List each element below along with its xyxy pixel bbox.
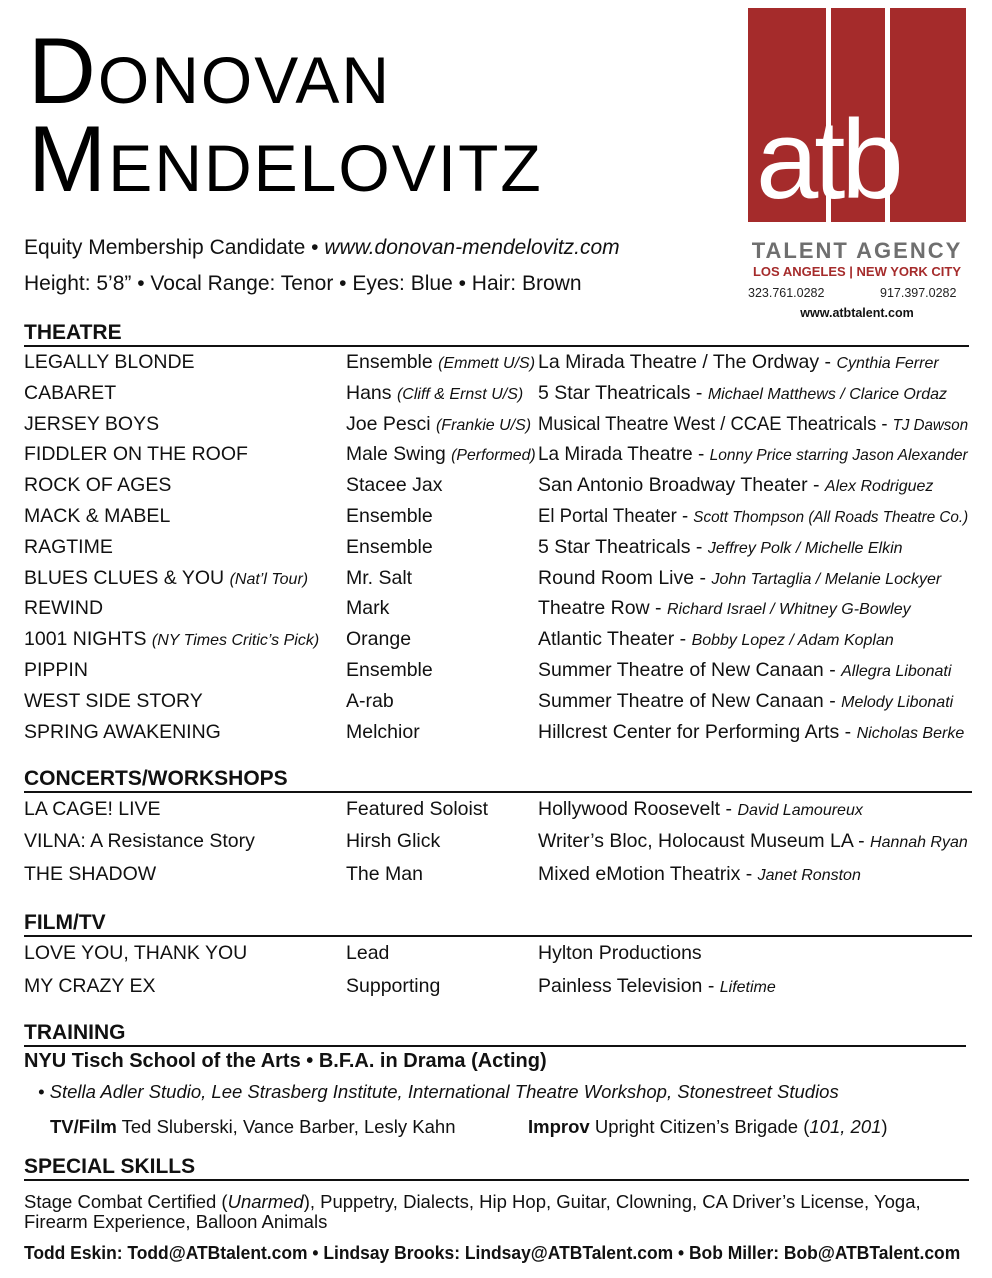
credit-venue-text: Theatre Row xyxy=(538,597,650,620)
credit-role-text: The Man xyxy=(346,862,423,885)
improv-label: Improv xyxy=(528,1116,590,1137)
credit-role-text: Mr. Salt xyxy=(346,566,413,589)
credit-venue: Theatre Row - Richard Israel / Whitney G-Bowley xyxy=(538,597,911,620)
credit-role xyxy=(346,567,412,590)
actor-first-name: Donovan xyxy=(28,18,392,123)
film-row xyxy=(24,975,974,1001)
credit-show xyxy=(24,798,161,821)
credit-venue: Painless Television - Lifetime xyxy=(538,975,776,997)
credit-venue: Hillcrest Center for Performing Arts - Nicholas Berke xyxy=(538,720,965,743)
credit-director: Janet Ronston xyxy=(757,866,861,884)
theatre-row xyxy=(24,628,974,654)
credit-director: TJ Dawson xyxy=(892,416,969,434)
credit-role xyxy=(346,351,535,374)
credit-role-text: Ensemble xyxy=(346,505,433,527)
credit-role xyxy=(346,942,389,965)
eyes: Eyes: Blue xyxy=(352,272,453,295)
credit-role-note: (Performed) xyxy=(451,447,536,465)
credit-show-text: RAGTIME xyxy=(24,535,113,558)
training-studios-text: Stella Adler Studio, Lee Strasberg Institute, International Theatre Workshop, Stonestreet Studios xyxy=(49,1081,839,1102)
credit-show xyxy=(24,413,159,436)
theatre-row xyxy=(24,721,974,747)
training-improv xyxy=(528,1116,888,1138)
credit-director: Allegra Libonati xyxy=(841,663,952,680)
credit-venue-text: Round Room Live xyxy=(538,566,695,589)
improv-school: Upright Citizen’s Brigade ( xyxy=(594,1116,810,1137)
credit-show xyxy=(24,690,203,713)
credit-venue: Musical Theatre West / CCAE Theatricals - TJ Dawson xyxy=(538,412,969,435)
tv-label: TV/Film xyxy=(50,1116,117,1137)
theatre-row xyxy=(24,413,974,439)
credit-show-text: VILNA: A Resistance Story xyxy=(24,830,255,853)
credit-role-text: Ensemble xyxy=(346,535,433,558)
credit-venue: Summer Theatre of New Canaan - Melody Libonati xyxy=(538,689,954,712)
agency-website[interactable]: www.atbtalent.com xyxy=(800,306,914,320)
credit-director: Alex Rodriguez xyxy=(824,478,934,496)
credit-director: Melody Libonati xyxy=(841,693,954,711)
credit-director: David Lamoureux xyxy=(737,802,863,819)
credit-director: Lonny Price starring Jason Alexander xyxy=(709,447,968,465)
credit-venue: Atlantic Theater - Bobby Lopez / Adam Koplan xyxy=(538,628,894,651)
credit-role xyxy=(346,505,433,528)
credit-role xyxy=(346,597,389,620)
credit-venue-text: 5 Star Theatricals xyxy=(538,535,691,558)
credit-show-text: SPRING AWAKENING xyxy=(24,720,221,743)
credit-show xyxy=(24,942,247,965)
training-tv xyxy=(50,1116,456,1138)
skills-pre: Stage Combat Certified ( xyxy=(24,1191,228,1212)
credit-role-text: Hirsh Glick xyxy=(346,830,441,853)
height: Height: 5’8” xyxy=(24,272,132,295)
concert-row xyxy=(24,830,974,856)
credit-venue: Writer’s Bloc, Holocaust Museum LA - Hannah Ryan xyxy=(538,830,968,853)
credit-show-text: 1001 NIGHTS xyxy=(24,628,147,651)
credit-role-text: Featured Soloist xyxy=(346,798,488,820)
improv-close: ) xyxy=(881,1116,888,1137)
credit-role-text: A-rab xyxy=(346,689,394,712)
credit-role xyxy=(346,690,394,713)
credit-venue: Round Room Live - John Tartaglia / Melanie Lockyer xyxy=(538,566,942,589)
agency-cities: LOS ANGELES | NEW YORK CITY xyxy=(752,264,962,279)
credit-show xyxy=(24,382,116,405)
credit-show xyxy=(24,721,221,744)
skills-text xyxy=(24,1192,954,1232)
hair: Hair: Brown xyxy=(471,272,582,295)
credit-role-text: Lead xyxy=(346,942,390,964)
agency-phone-ny: 917.397.0282 xyxy=(880,286,957,300)
credit-venue-text: San Antonio Broadway Theater xyxy=(538,474,808,497)
atb-logo xyxy=(748,8,966,222)
theatre-row xyxy=(24,536,974,562)
credit-show-text: THE SHADOW xyxy=(24,862,157,885)
theatre-row xyxy=(24,597,974,623)
skills-unarmed: Unarmed xyxy=(227,1191,304,1212)
improv-levels: 101, 201 xyxy=(809,1116,882,1137)
concert-row xyxy=(24,798,974,824)
actor-website[interactable]: www.donovan-mendelovitz.com xyxy=(324,236,620,259)
credit-show xyxy=(24,536,113,559)
credit-director: Nicholas Berke xyxy=(856,724,965,742)
credit-show-text: JERSEY BOYS xyxy=(24,412,160,435)
credit-role-text: Ensemble xyxy=(346,351,433,373)
credit-venue-text: Writer’s Bloc, Holocaust Museum LA xyxy=(538,830,853,853)
theatre-row xyxy=(24,567,974,593)
credit-role xyxy=(346,798,488,821)
credit-show xyxy=(24,351,195,374)
theatre-row xyxy=(24,474,974,500)
credit-show xyxy=(24,597,103,620)
credit-venue-text: Atlantic Theater xyxy=(538,628,675,651)
credit-role xyxy=(346,659,433,682)
credit-director: Lifetime xyxy=(719,979,776,996)
logo-text: atb xyxy=(756,97,900,222)
equity-line: Equity Membership Candidate • www.donovan-mendelovitz.com xyxy=(24,236,620,259)
credit-venue-text: 5 Star Theatricals xyxy=(538,381,691,404)
credit-show-note: (Nat’l Tour) xyxy=(229,570,309,588)
credit-director: Michael Matthews / Clarice Ordaz xyxy=(707,385,947,403)
credit-director: Cynthia Ferrer xyxy=(836,355,939,372)
credit-show xyxy=(24,975,155,998)
credit-show-text: REWIND xyxy=(24,597,104,620)
credit-venue-text: Hollywood Roosevelt xyxy=(538,798,721,820)
credit-venue: 5 Star Theatricals - Jeffrey Polk / Michelle Elkin xyxy=(538,535,903,558)
credit-show-text: MY CRAZY EX xyxy=(24,975,156,997)
theatre-row xyxy=(24,382,974,408)
theatre-row xyxy=(24,659,974,685)
credit-role-text: Male Swing xyxy=(346,443,446,466)
credit-show-text: ROCK OF AGES xyxy=(24,474,172,497)
section-training: TRAINING xyxy=(24,1021,966,1047)
credit-venue: 5 Star Theatricals - Michael Matthews / Clarice Ordaz xyxy=(538,381,947,404)
credit-director: Jeffrey Polk / Michelle Elkin xyxy=(707,539,903,557)
credit-role-text: Ensemble xyxy=(346,659,433,681)
theatre-row xyxy=(24,505,974,531)
credit-show-note: (NY Times Critic’s Pick) xyxy=(151,632,320,650)
credit-director: John Tartaglia / Melanie Lockyer xyxy=(711,570,942,588)
stats-line: Height: 5’8” • Vocal Range: Tenor • Eyes: Blue • Hair: Brown xyxy=(24,272,582,295)
credit-show-text: BLUES CLUES & YOU xyxy=(24,566,225,589)
credit-venue-text: Hillcrest Center for Performing Arts xyxy=(538,720,840,743)
credit-role xyxy=(346,721,420,744)
credit-venue-text: Painless Television xyxy=(538,975,703,997)
agency-phone-la: 323.761.0282 xyxy=(748,286,825,300)
credit-role-text: Orange xyxy=(346,628,412,651)
credit-role xyxy=(346,830,440,853)
credit-venue: Hollywood Roosevelt - David Lamoureux xyxy=(538,798,863,820)
credit-venue: La Mirada Theatre - Lonny Price starring Jason Alexander xyxy=(538,443,968,466)
section-skills: SPECIAL SKILLS xyxy=(24,1155,969,1181)
credit-role-text: Melchior xyxy=(346,720,420,743)
concert-row xyxy=(24,863,974,889)
agent-contacts: Todd Eskin: Todd@ATBtalent.com • Lindsay Brooks: Lindsay@ATBTalent.com • Bob Miller: Bob@ATBTalent.com xyxy=(24,1242,961,1263)
credit-venue: Mixed eMotion Theatrix - Janet Ronston xyxy=(538,862,861,885)
credit-role-text: Hans xyxy=(346,381,392,404)
credit-director: Scott Thompson (All Roads Theatre Co.) xyxy=(693,509,969,526)
credit-show-text: PIPPIN xyxy=(24,659,88,681)
vocal-range: Vocal Range: Tenor xyxy=(150,272,334,295)
credit-role-note: (Emmett U/S) xyxy=(438,355,536,372)
section-concerts: CONCERTS/WORKSHOPS xyxy=(24,767,972,793)
credit-role xyxy=(346,474,442,497)
training-school: NYU Tisch School of the Arts • B.F.A. in Drama (Acting) xyxy=(24,1050,547,1072)
credit-show-text: CABARET xyxy=(24,381,117,404)
credit-role xyxy=(346,628,411,651)
credit-venue-text: Summer Theatre of New Canaan xyxy=(538,659,824,681)
credit-role-note: (Cliff & Ernst U/S) xyxy=(396,385,524,403)
credit-role-text: Joe Pesci xyxy=(346,412,431,435)
credit-role xyxy=(346,413,531,436)
credit-role xyxy=(346,863,423,886)
actor-last-name: Mendelovitz xyxy=(28,106,543,211)
film-row xyxy=(24,942,974,968)
credit-venue xyxy=(538,942,702,965)
credit-show xyxy=(24,474,171,497)
credit-role-text: Stacee Jax xyxy=(346,474,443,497)
credit-role-text: Supporting xyxy=(346,975,441,997)
credit-show xyxy=(24,505,170,528)
credit-show xyxy=(24,863,156,886)
credit-show xyxy=(24,628,319,651)
credit-role xyxy=(346,536,433,559)
tv-teachers: Ted Sluberski, Vance Barber, Lesly Kahn xyxy=(121,1116,456,1137)
credit-show-text: LEGALLY BLONDE xyxy=(24,351,195,373)
credit-venue: San Antonio Broadway Theater - Alex Rodriguez xyxy=(538,474,934,497)
credit-venue-text: Hylton Productions xyxy=(538,942,702,964)
credit-role-note: (Frankie U/S) xyxy=(435,416,532,434)
section-film: FILM/TV xyxy=(24,911,972,937)
credit-show xyxy=(24,830,255,853)
credit-show-text: LOVE YOU, THANK YOU xyxy=(24,942,248,964)
credit-venue: Summer Theatre of New Canaan - Allegra Libonati xyxy=(538,659,952,681)
theatre-row xyxy=(24,443,974,469)
credit-venue: La Mirada Theatre / The Ordway - Cynthia Ferrer xyxy=(538,351,939,373)
theatre-row xyxy=(24,351,974,377)
credit-venue: El Portal Theater - Scott Thompson (All Roads Theatre Co.) xyxy=(538,505,969,527)
credit-venue-text: La Mirada Theatre / The Ordway xyxy=(538,351,820,373)
credit-role xyxy=(346,975,440,998)
section-theatre: THEATRE xyxy=(24,321,969,347)
credit-venue-text: El Portal Theater xyxy=(538,505,677,527)
credit-show-text: FIDDLER ON THE ROOF xyxy=(24,443,248,466)
credit-show xyxy=(24,659,88,682)
credit-venue-text: La Mirada Theatre xyxy=(538,443,693,466)
credit-director: Richard Israel / Whitney G-Bowley xyxy=(666,601,911,619)
credit-venue-text: Musical Theatre West / CCAE Theatricals xyxy=(538,412,877,435)
training-studios: • Stella Adler Studio, Lee Strasberg Institute, International Theatre Workshop, Stonestreet Studios xyxy=(38,1081,839,1102)
credit-show-text: LA CAGE! LIVE xyxy=(24,798,161,820)
credit-venue-text: Mixed eMotion Theatrix xyxy=(538,862,741,885)
credit-venue-text: Summer Theatre of New Canaan xyxy=(538,689,824,712)
theatre-row xyxy=(24,690,974,716)
credit-role xyxy=(346,443,536,466)
credit-role xyxy=(346,382,523,405)
agency-name: TALENT AGENCY xyxy=(751,238,963,263)
credit-role-text: Mark xyxy=(346,597,390,620)
credit-show xyxy=(24,443,248,466)
credit-show xyxy=(24,567,308,590)
credit-show-text: WEST SIDE STORY xyxy=(24,689,203,712)
credit-director: Bobby Lopez / Adam Koplan xyxy=(691,632,894,650)
credit-director: Hannah Ryan xyxy=(870,834,968,852)
skills-post: ), Puppetry, Dialects, Hip Hop, Guitar, Clowning, CA Driver’s License, Yoga, Firearm Experience, Balloon Animals xyxy=(24,1191,921,1232)
credit-show-text: MACK & MABEL xyxy=(24,505,171,527)
equity-status: Equity Membership Candidate xyxy=(24,236,306,259)
